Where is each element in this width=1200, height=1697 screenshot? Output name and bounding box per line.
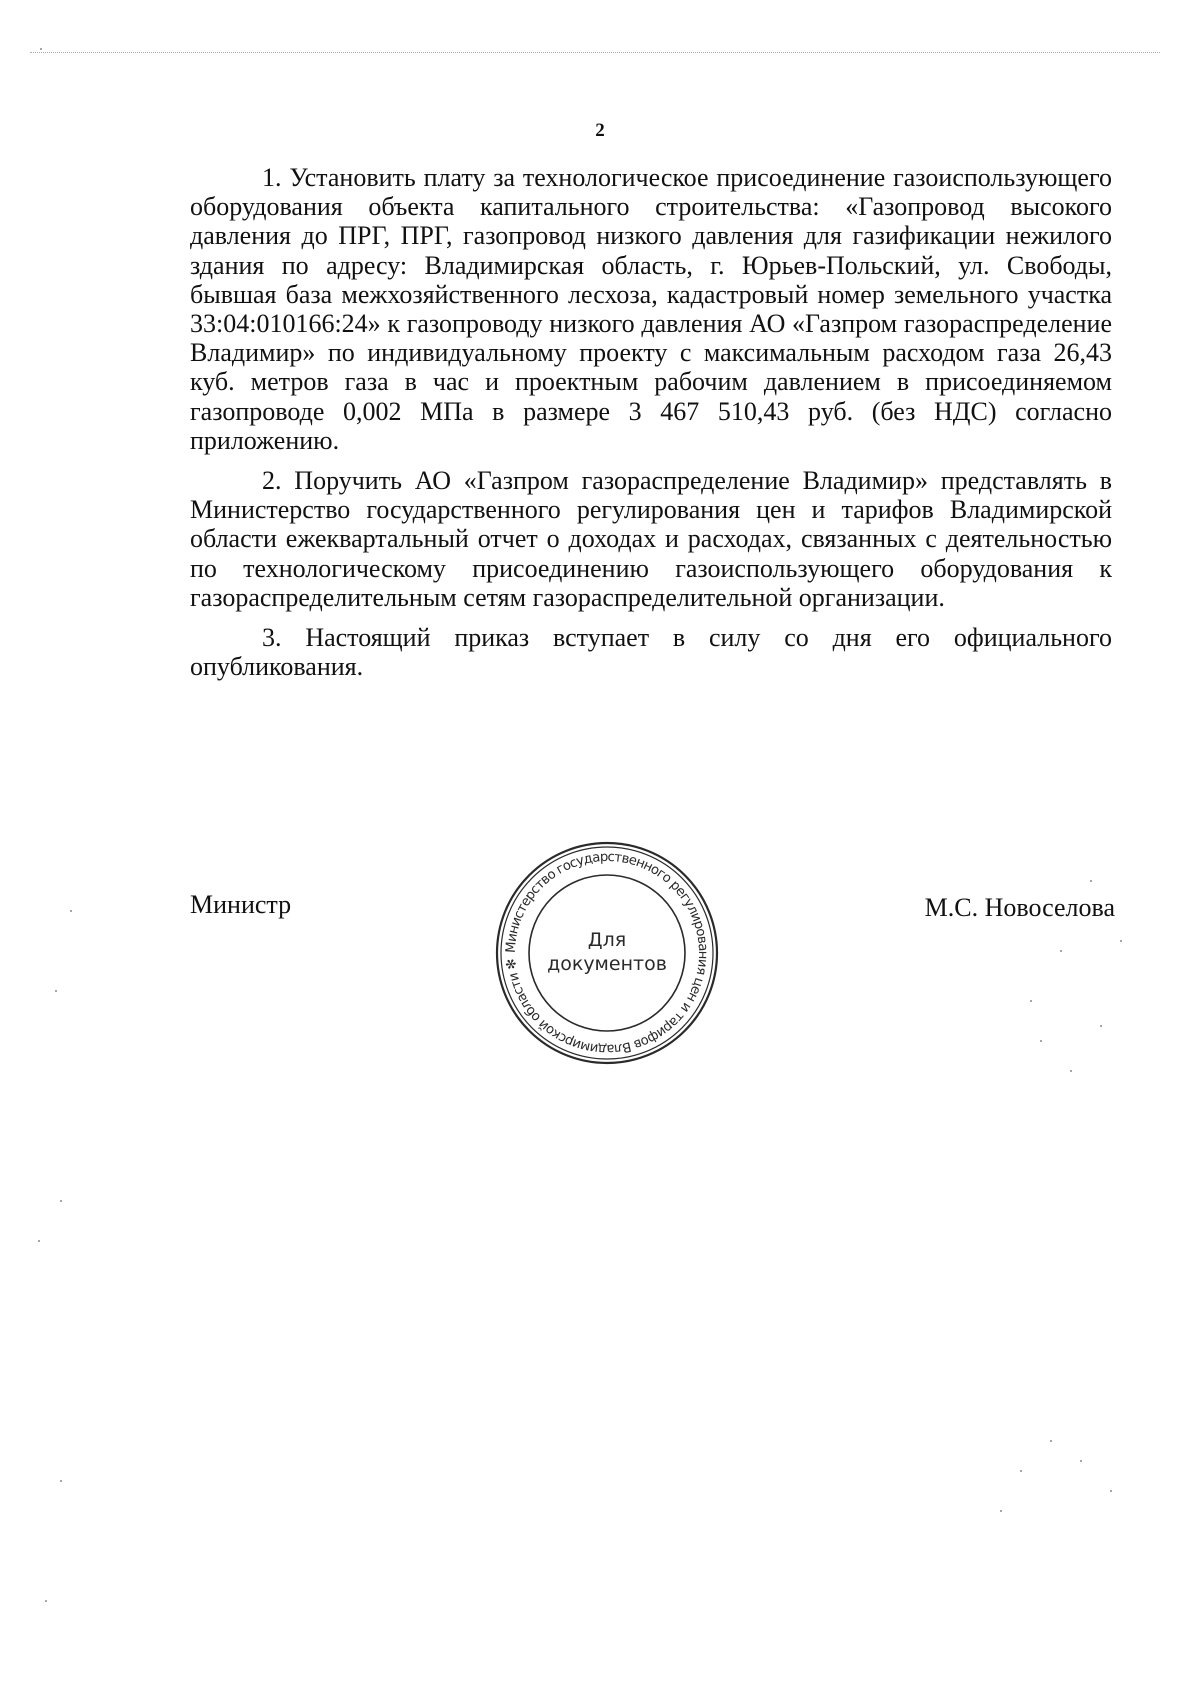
scan-speck (1030, 1000, 1032, 1002)
order-paragraph-2: 2. Поручить АО «Газпром газораспределение Владимир» представлять в Министерство государственного регулирования цен и тарифов Владимирской области ежеквартальный отчет о доходах и расходах, связанных с деятельностью по технологическому присоединению газоиспользующего оборудования к газораспределительным сетям газораспределительной организации. (190, 466, 1112, 612)
official-seal (492, 838, 722, 1068)
order-body (190, 163, 1112, 692)
scan-speck (1070, 1070, 1072, 1072)
scan-speck (1110, 1490, 1112, 1492)
scan-speck (1080, 1460, 1082, 1462)
order-paragraph-3: 3. Настоящий приказ вступает в силу со дня его официального опубликования. (190, 623, 1112, 682)
scan-speck (1050, 1440, 1052, 1442)
scan-speck (40, 48, 42, 50)
scan-speck (70, 910, 72, 912)
scan-speck (45, 1600, 47, 1602)
scan-speck (1060, 950, 1062, 952)
scan-speck (1100, 1025, 1102, 1027)
signatory-name: М.С. Новоселова (924, 893, 1115, 922)
scan-speck (1000, 1510, 1002, 1512)
scan-speck (1120, 940, 1122, 942)
seal-ring-text: Министерство государственного регулирования цен и тарифов Владимирской области ✻ (503, 849, 711, 1057)
signatory-position: Министр (190, 890, 292, 919)
order-paragraph-1: 1. Установить плату за технологическое присоединение газоиспользующего оборудования объекта капитального строительства: «Газопровод высокого давления до ПРГ, ПРГ, газопровод низкого давления для газификации нежилого здания по адресу: Владимирская область, г. Юрьев-Польский, ул. Свободы, бывшая база межхозяйственного лесхоза, кадастровый номер земельного участка 33:04:010166:24» к газопроводу низкого давления АО «Газпром газораспределение Владимир» по индивидуальному проекту с максимальным расходом газа 26,43 куб. метров газа в час и проектным рабочим давлением в присоединяемом газопроводе 0,002 МПа в размере 3 467 510,43 руб. (без НДС) согласно приложению. (190, 163, 1112, 455)
page-number: 2 (595, 120, 605, 141)
scan-speck (60, 1200, 62, 1202)
scan-speck (1020, 1470, 1022, 1472)
scan-speck (1090, 880, 1092, 882)
seal-center-line-2: документов (547, 953, 667, 975)
seal-center-line-1: Для (587, 929, 627, 951)
scan-edge-dots (30, 52, 1160, 53)
scan-speck (38, 1240, 40, 1242)
scan-speck (60, 1480, 62, 1482)
scan-speck (55, 990, 57, 992)
scan-speck (1040, 1040, 1042, 1042)
